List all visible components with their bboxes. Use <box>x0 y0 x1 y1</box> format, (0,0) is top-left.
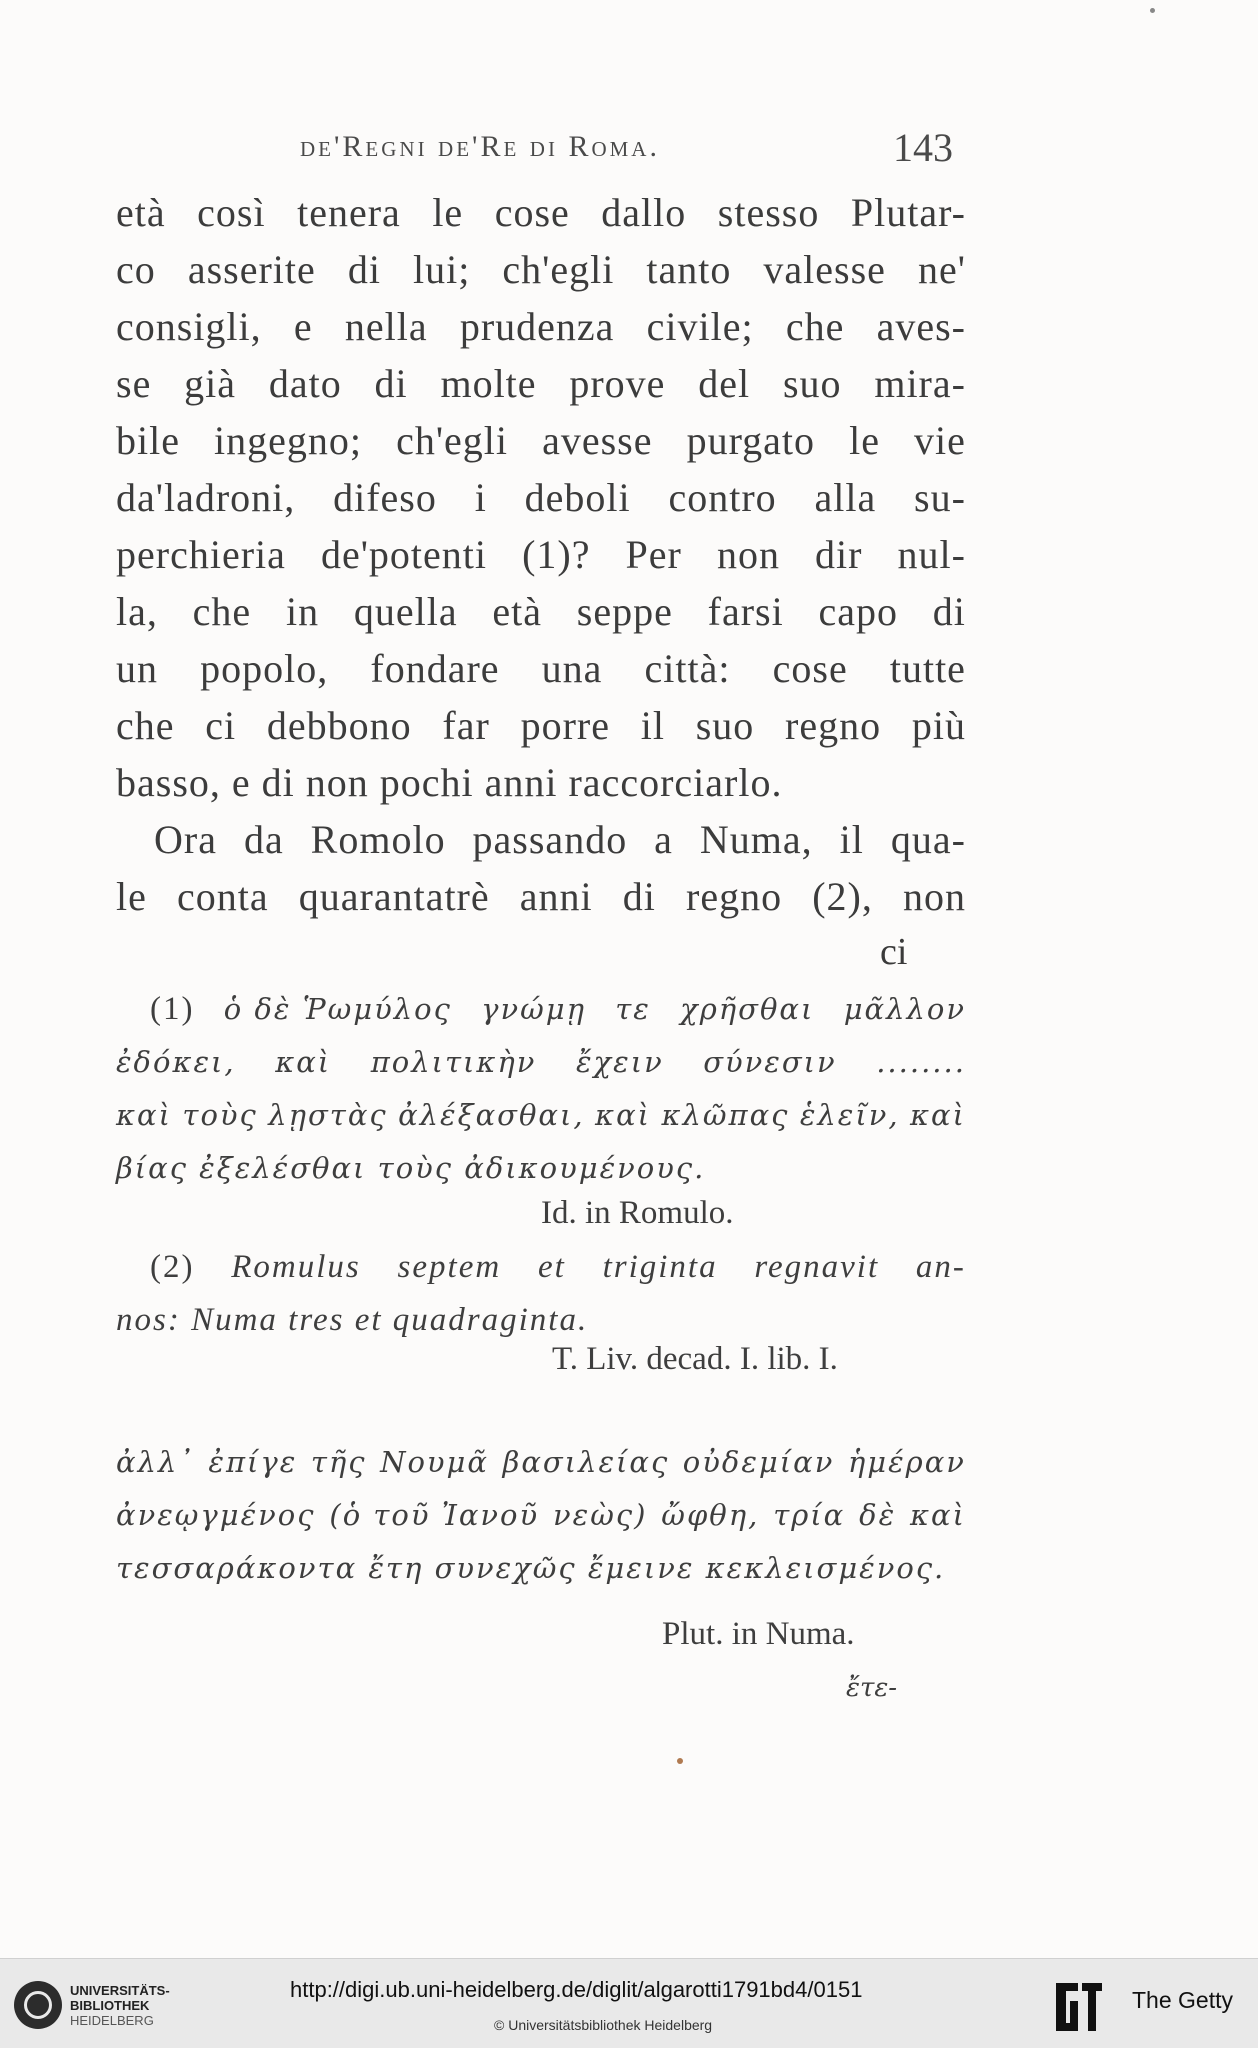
word: vie <box>914 418 966 463</box>
word: di <box>932 589 966 634</box>
word: Numa, <box>699 817 813 862</box>
word: che <box>785 304 845 349</box>
sponsor-name: The Getty <box>1132 1987 1233 2013</box>
word: le <box>849 418 880 463</box>
word: χρῆσθαι <box>680 992 815 1026</box>
main-text <box>116 184 966 925</box>
word: ὤφθη, <box>661 1498 760 1532</box>
word: dallo <box>601 190 687 235</box>
word: regno <box>686 874 783 919</box>
word: molte <box>440 361 537 406</box>
text-line <box>116 583 966 640</box>
word: purgato <box>686 418 816 463</box>
word: (2), <box>812 874 873 919</box>
word: età <box>492 589 542 634</box>
word: λῃστὰς <box>268 1098 388 1132</box>
word: τε <box>615 992 651 1026</box>
word: ἐδόκει, <box>116 1045 236 1079</box>
word: quarantatrè <box>298 874 490 919</box>
word: ἐπίγε <box>208 1445 298 1479</box>
viewer-footer <box>0 1958 1258 2048</box>
footnote-1-source: Id. in Romulo. <box>541 1195 734 1231</box>
text-line <box>116 412 966 469</box>
word: far <box>442 703 490 748</box>
word: nos: Numa tres et quadraginta. <box>116 1302 589 1338</box>
word: triginta <box>602 1249 718 1285</box>
word: suo <box>782 361 842 406</box>
word: co <box>116 247 156 292</box>
word: mira- <box>874 361 966 406</box>
word: καὶ <box>910 1098 966 1132</box>
word: qua- <box>890 817 966 862</box>
word: farsi <box>707 589 784 634</box>
word: valesse <box>763 247 886 292</box>
word: un <box>116 646 158 691</box>
word: alla <box>814 475 877 520</box>
word: così <box>197 190 266 235</box>
word: anni <box>519 874 593 919</box>
word: dato <box>268 361 342 406</box>
word: consigli, <box>116 304 262 349</box>
word: seppe <box>576 589 673 634</box>
word: non <box>902 874 966 919</box>
word: porre <box>520 703 610 748</box>
footnote-3 <box>116 1436 966 1595</box>
word: ἑλεῖν, <box>799 1098 900 1132</box>
word: i <box>474 475 487 520</box>
word: Per <box>625 532 682 577</box>
footnotes <box>116 983 966 1703</box>
word: quella <box>353 589 458 634</box>
word: (ὁ τοῦ Ἰανοῦ <box>329 1498 540 1532</box>
word: a <box>654 817 673 862</box>
word: difeso <box>333 475 437 520</box>
word: τῆς <box>310 1445 367 1479</box>
footnote-line <box>116 1241 966 1294</box>
word: perchieria <box>116 532 286 577</box>
footnote-line <box>116 983 966 1036</box>
word: ch'egli <box>396 418 509 463</box>
library-name: UNIVERSITÄTS- BIBLIOTHEK HEIDELBERG <box>70 1983 170 2028</box>
word: su- <box>914 475 966 520</box>
footnote-line <box>116 1142 966 1195</box>
word: debbono <box>266 703 412 748</box>
word: capo <box>818 589 899 634</box>
word: nella <box>344 304 428 349</box>
footnote-line <box>116 1036 966 1089</box>
word: ch'egli <box>502 247 615 292</box>
word: Romulus <box>231 1249 361 1285</box>
word: dir <box>815 532 863 577</box>
footnote-line <box>116 1489 966 1542</box>
word: lui; <box>412 247 471 292</box>
word: σύνεσιν <box>703 1045 837 1079</box>
word: stesso <box>717 190 820 235</box>
word: contro <box>668 475 777 520</box>
word: Romolo <box>310 817 446 862</box>
word: (1) <box>150 991 195 1027</box>
word: prudenza <box>459 304 615 349</box>
catchword: ci <box>880 931 908 973</box>
word: cose <box>494 190 570 235</box>
word: δὲ <box>859 1498 897 1532</box>
word: in <box>285 589 320 634</box>
getty-logo-icon <box>1054 1979 1104 2035</box>
word: ἀλέξασθαι, <box>398 1098 585 1132</box>
word: ingegno; <box>214 418 363 463</box>
text-line <box>116 868 966 925</box>
word: età <box>116 190 166 235</box>
word: μᾶλλον <box>843 992 966 1026</box>
text-line <box>116 298 966 355</box>
word: Plutar- <box>850 190 966 235</box>
word: τεσσαράκοντα ἔτη συνεχῶς ἔμεινε κεκλεισμένος. <box>116 1551 946 1585</box>
word: καὶ <box>910 1498 966 1532</box>
word: deboli <box>524 475 631 520</box>
word: le <box>116 874 147 919</box>
word: da <box>243 817 284 862</box>
word: τρία <box>773 1498 846 1532</box>
word: καὶ <box>275 1045 332 1079</box>
word: già <box>184 361 237 406</box>
footnote-line <box>116 1436 966 1489</box>
word: ci <box>205 703 237 748</box>
word: di <box>622 874 656 919</box>
word: (1)? <box>522 532 591 577</box>
word: conta <box>177 874 269 919</box>
word: del <box>698 361 751 406</box>
word: regno <box>785 703 882 748</box>
word: non <box>716 532 780 577</box>
word: βασιλείας <box>502 1445 670 1479</box>
running-header: de'Regni de'Re di Roma. <box>300 130 660 163</box>
word: ὁ δὲ Ῥωμύλος <box>223 992 452 1026</box>
footnote-line <box>116 1089 966 1142</box>
text-line <box>116 640 966 697</box>
word: πολιτικὴν <box>370 1045 537 1079</box>
text-line <box>116 811 966 868</box>
word: il <box>839 817 864 862</box>
word: καὶ <box>595 1098 652 1132</box>
word: fondare <box>370 646 500 691</box>
word: tutte <box>889 646 966 691</box>
text-line <box>116 469 966 526</box>
word: passando <box>472 817 628 862</box>
word: se <box>116 361 152 406</box>
word: βίας ἐξελέσθαι τοὺς ἀδικουμένους. <box>116 1151 706 1185</box>
word: ne' <box>917 247 966 292</box>
word: καὶ <box>116 1098 172 1132</box>
word: ........ <box>876 1045 966 1079</box>
word: νεὼς) <box>553 1498 648 1532</box>
word: di <box>374 361 408 406</box>
footnote-line <box>116 1542 966 1595</box>
word: cose <box>772 646 848 691</box>
word: (2) <box>150 1249 195 1285</box>
word: κλῶπας <box>661 1098 790 1132</box>
paper-speck <box>1150 8 1155 13</box>
word: basso, e di non pochi anni raccorciarlo. <box>116 760 783 805</box>
text-line <box>116 355 966 412</box>
university-library-logo-icon <box>14 1981 62 2029</box>
text-line <box>116 697 966 754</box>
word: ἔχειν <box>576 1045 664 1079</box>
word: popolo, <box>200 646 329 691</box>
word: avesse <box>542 418 653 463</box>
word: e <box>293 304 313 349</box>
text-line <box>116 526 966 583</box>
word: bile <box>116 418 180 463</box>
word: le <box>432 190 464 235</box>
word: ἀλλ᾽ <box>116 1445 195 1479</box>
word: una <box>541 646 603 691</box>
word: ἡμέραν <box>847 1445 966 1479</box>
word: regnavit <box>754 1249 880 1285</box>
word: prove <box>569 361 666 406</box>
text-line <box>116 241 966 298</box>
copyright-notice: © Universitätsbibliothek Heidelberg <box>494 2017 713 2033</box>
word: τοὺς <box>182 1098 258 1132</box>
word: la, <box>116 589 158 634</box>
word: asserite <box>187 247 316 292</box>
word: οὐδεμίαν <box>682 1445 835 1479</box>
word: ἀνεῳγμένος <box>116 1498 316 1532</box>
word: che <box>116 703 175 748</box>
word: septem <box>397 1249 502 1285</box>
word: Νουμᾶ <box>380 1445 489 1479</box>
footnote-3-source: Plut. in Numa. <box>662 1616 855 1652</box>
word: an- <box>915 1249 966 1285</box>
word: suo <box>695 703 755 748</box>
text-line <box>116 754 966 811</box>
word: di <box>347 247 381 292</box>
word: nul- <box>897 532 966 577</box>
word: et <box>537 1249 566 1285</box>
word: aves- <box>876 304 966 349</box>
word: da'ladroni, <box>116 475 296 520</box>
word: tanto <box>646 247 732 292</box>
page-number: 143 <box>893 125 953 170</box>
footnote-line <box>116 1294 966 1347</box>
permalink-url[interactable]: http://digi.ub.uni-heidelberg.de/diglit/algarotti1791bd4/0151 <box>290 1977 863 2002</box>
footnote-2 <box>116 1241 966 1347</box>
word: che <box>192 589 252 634</box>
footnote-2-source: T. Liv. decad. I. lib. I. <box>552 1341 838 1377</box>
word: tenera <box>297 190 401 235</box>
word: città: <box>644 646 731 691</box>
text-line <box>116 184 966 241</box>
word: civile; <box>646 304 754 349</box>
word: de'potenti <box>320 532 488 577</box>
paper-speck <box>677 1758 683 1764</box>
word: Ora <box>154 817 217 862</box>
word: il <box>640 703 665 748</box>
word: più <box>911 703 966 748</box>
word: γνώμῃ <box>481 992 586 1026</box>
footnote-1 <box>116 983 966 1195</box>
footnote-3-catchword: ἔτε- <box>846 1673 898 1703</box>
